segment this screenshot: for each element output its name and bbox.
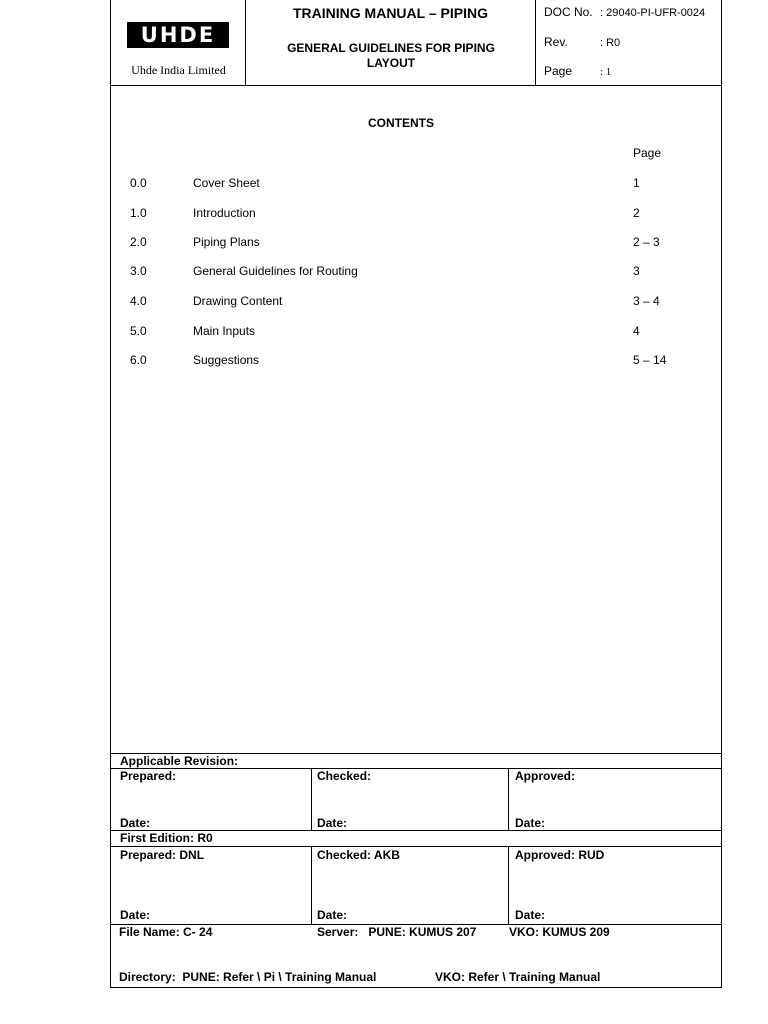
checked-label: Checked: — [317, 769, 372, 783]
toc-title: Main Inputs — [193, 324, 256, 338]
toc-number: 4.0 — [130, 294, 147, 308]
toc-page: 2 – 3 — [633, 235, 660, 249]
divider — [508, 768, 509, 830]
document-page — [110, 0, 722, 988]
toc-title: Drawing Content — [193, 294, 283, 308]
toc-page: 4 — [633, 324, 640, 338]
applicable-revision-label: Applicable Revision: — [120, 754, 239, 768]
rev-label: Rev. — [544, 35, 568, 49]
page-row — [544, 64, 611, 78]
toc-row — [130, 206, 690, 222]
approved-date-label: Date: — [515, 816, 546, 830]
toc-number: 1.0 — [130, 206, 147, 220]
toc-row — [130, 353, 690, 369]
toc-number: 6.0 — [130, 353, 147, 367]
toc-row — [130, 264, 690, 280]
prepared-date: Date: — [120, 908, 151, 922]
toc-title: Introduction — [193, 206, 256, 220]
prepared-by: Prepared: DNL — [120, 848, 205, 862]
checked-by: Checked: AKB — [317, 848, 400, 862]
toc-row — [130, 235, 690, 251]
prepared-label: Prepared: — [120, 769, 177, 783]
file-name: File Name: C- 24 — [119, 925, 213, 939]
doc-no-label: DOC No. — [544, 5, 593, 19]
toc-number: 0.0 — [130, 176, 147, 190]
page-label: Page — [544, 64, 573, 78]
manual-subtitle: GENERAL GUIDELINES FOR PIPING LAYOUT — [287, 41, 495, 70]
server-pune: Server: PUNE: KUMUS 207 — [317, 925, 477, 939]
title-cell — [246, 0, 536, 85]
toc-page: 3 – 4 — [633, 294, 660, 308]
doc-no-value: : 29040-PI-UFR-0024 — [600, 7, 706, 19]
server-vko: VKO: KUMUS 209 — [509, 925, 610, 939]
document-header — [111, 0, 721, 86]
directory-vko: VKO: Refer \ Training Manual — [435, 970, 601, 984]
checked-date-label: Date: — [317, 816, 348, 830]
divider — [311, 768, 312, 830]
divider — [508, 846, 509, 925]
toc-title: General Guidelines for Routing — [193, 264, 358, 278]
toc-page: 3 — [633, 264, 640, 278]
approved-label: Approved: — [515, 769, 575, 783]
approved-by: Approved: RUD — [515, 848, 605, 862]
toc-number: 3.0 — [130, 264, 147, 278]
prepared-date-label: Date: — [120, 816, 151, 830]
toc-number: 2.0 — [130, 235, 147, 249]
doc-no-row — [544, 5, 705, 19]
rev-row — [544, 35, 620, 49]
uhde-logo: UHDE — [127, 22, 229, 48]
page-column-header: Page — [633, 146, 662, 160]
toc-number: 5.0 — [130, 324, 147, 338]
checked-date: Date: — [317, 908, 348, 922]
contents-title: CONTENTS — [368, 116, 434, 130]
divider — [111, 846, 721, 847]
rev-value: : R0 — [600, 37, 621, 49]
directory-pune: Directory: PUNE: Refer \ Pi \ Training Manual — [119, 970, 377, 984]
doc-info-cell — [536, 0, 722, 85]
logo-cell — [111, 0, 246, 85]
divider — [111, 768, 721, 769]
toc-title: Suggestions — [193, 353, 260, 367]
page-value: : 1 — [600, 66, 612, 78]
approved-date: Date: — [515, 908, 546, 922]
manual-title: TRAINING MANUAL – PIPING — [293, 5, 488, 21]
divider — [311, 846, 312, 925]
toc-title: Piping Plans — [193, 235, 260, 249]
toc-page: 5 – 14 — [633, 353, 667, 367]
toc-page: 2 — [633, 206, 640, 220]
company-name: Uhde India Limited — [131, 63, 226, 77]
first-edition-label: First Edition: R0 — [120, 831, 213, 845]
toc-title: Cover Sheet — [193, 176, 260, 190]
toc-row — [130, 294, 690, 310]
toc-row — [130, 176, 690, 192]
toc-page: 1 — [633, 176, 640, 190]
toc-row — [130, 324, 690, 340]
